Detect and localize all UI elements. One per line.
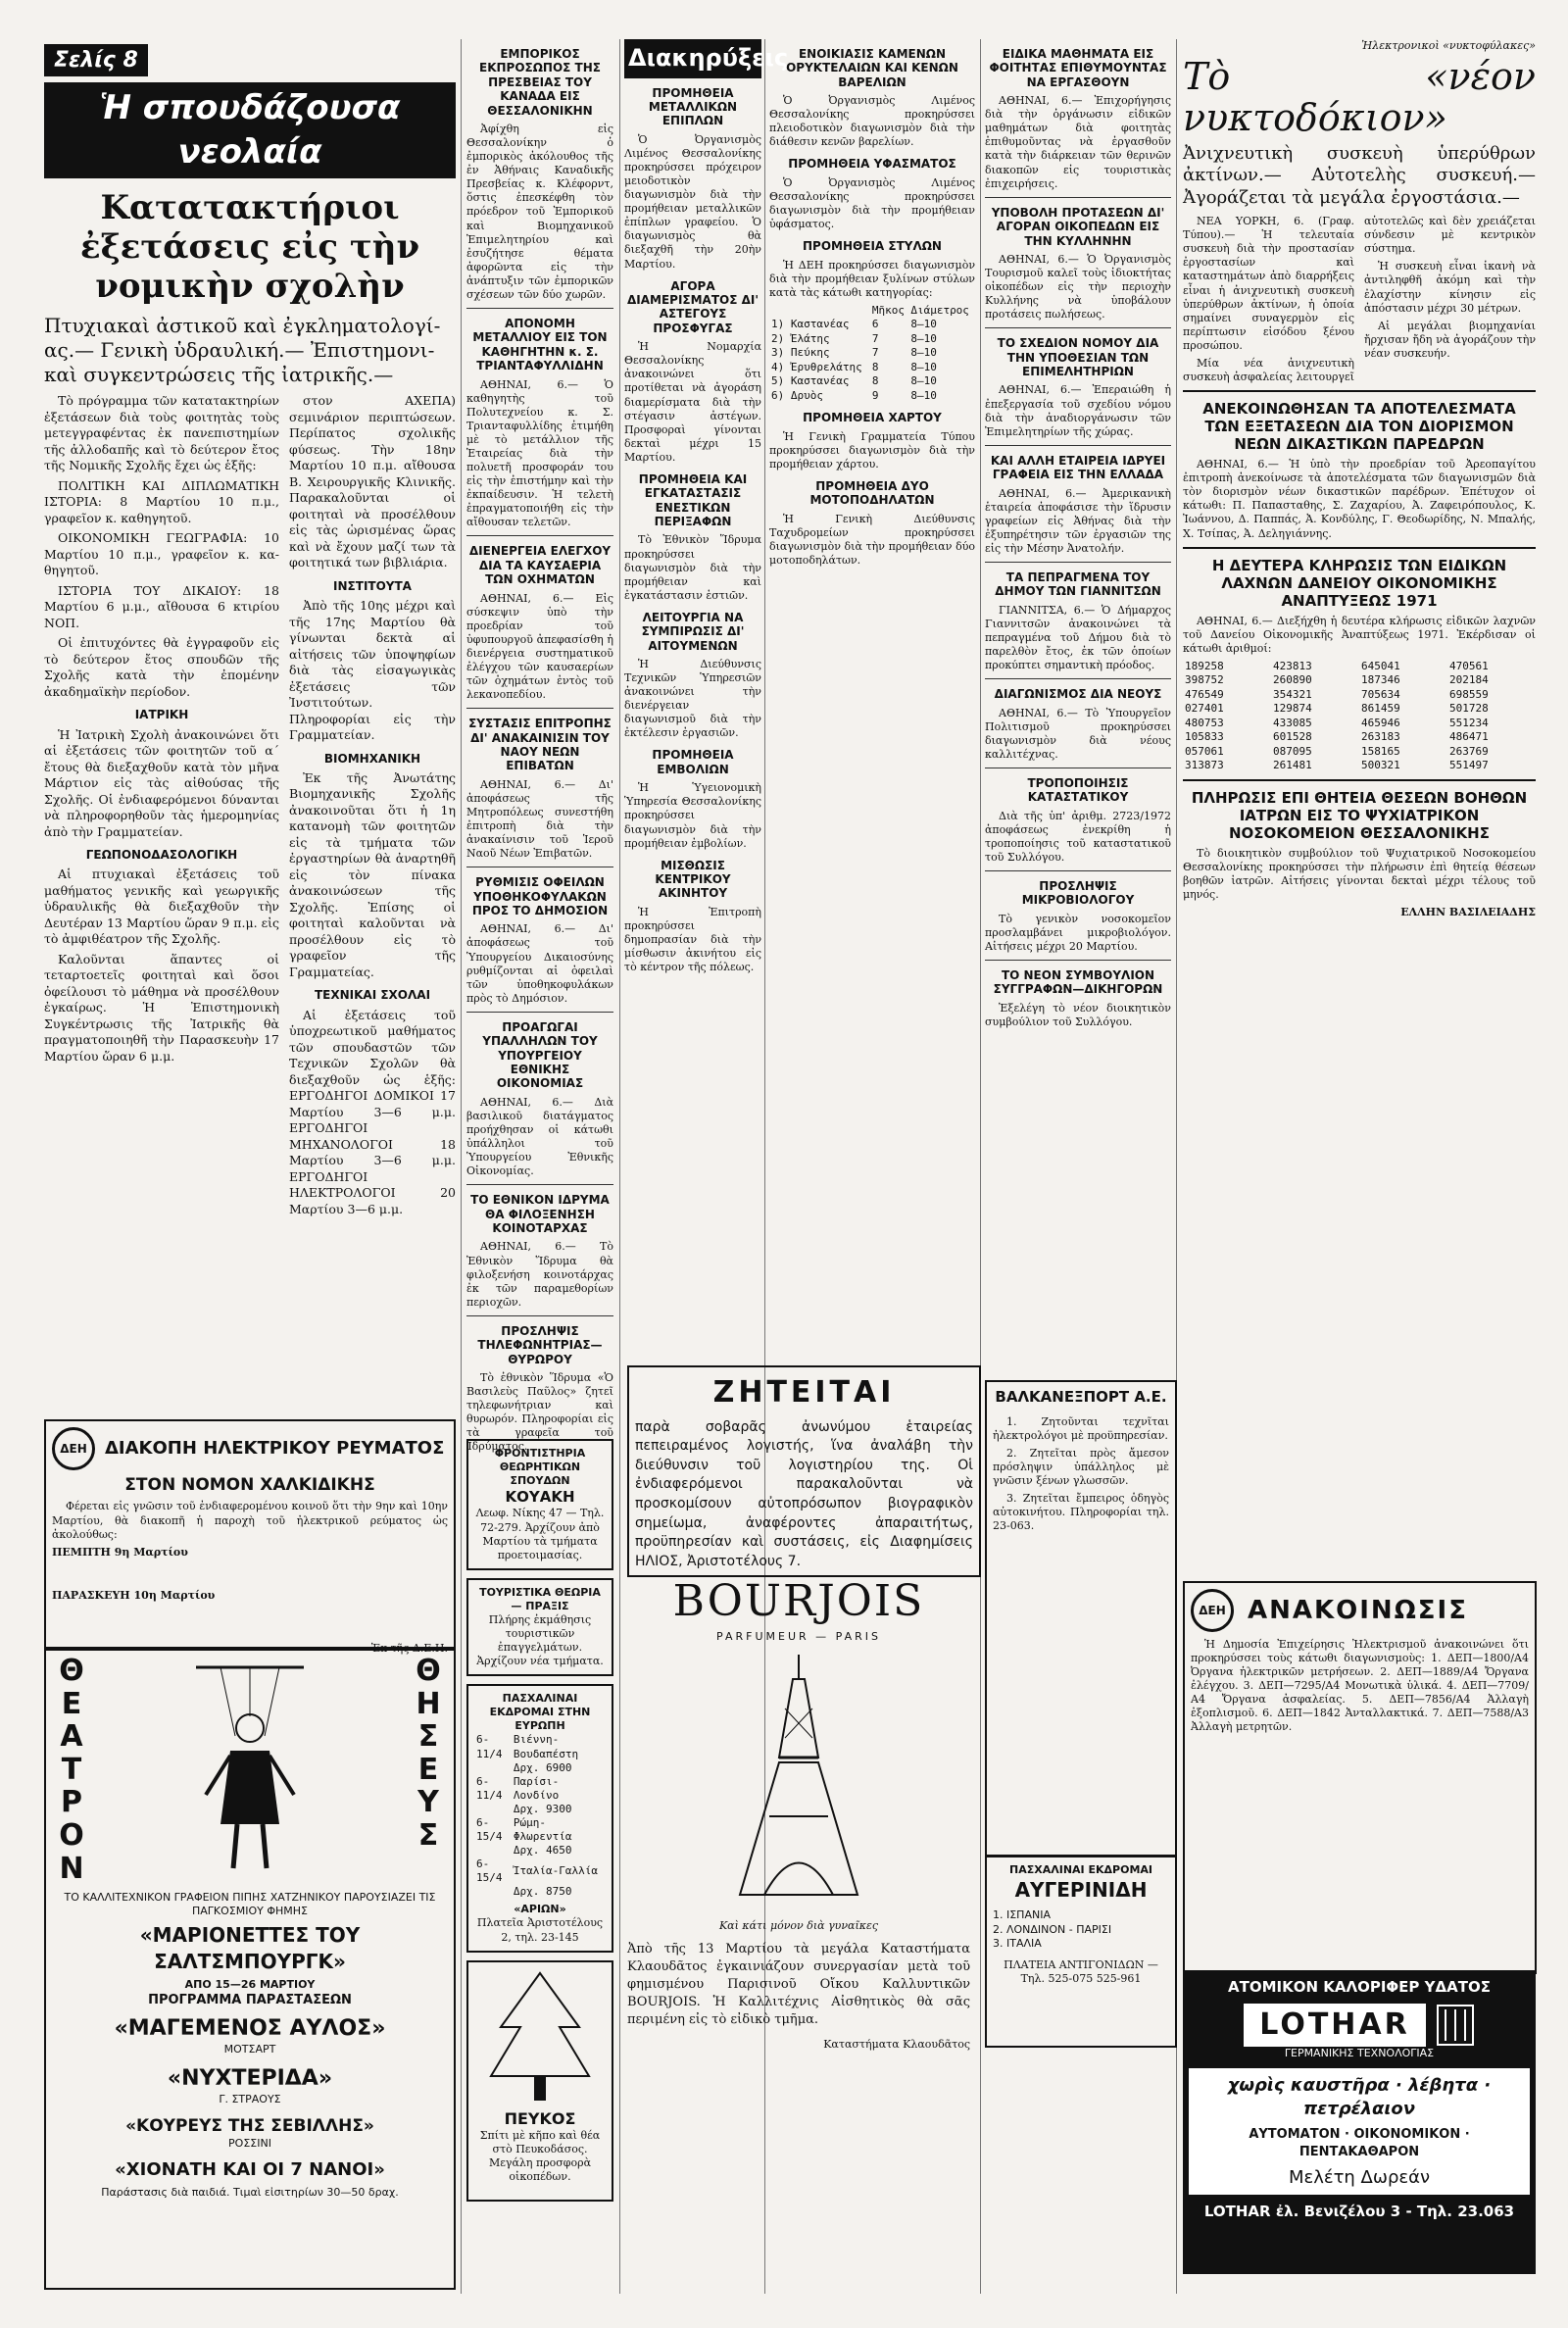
- ad-address: ΠΛΑΤΕΙΑ ΑΝΤΙΓΟΝΙΔΩΝ — Τηλ. 525-075 525-961: [1004, 1957, 1158, 1985]
- paragraph: Ἡ Νομαρχία Θεσσαλονίκης ἀνακοινώνει ὅτι προτίθεται νὰ ἀγοράση διαμερίσματα διὰ τὴν στέγασιν ἀστέγων. Προσφοραὶ γίνονται δεκταὶ μέχρι 15 Μαρτίου.: [624, 340, 761, 464]
- paragraph: Ἡ ΔΕΗ προκηρύσσει διαγωνισμὸν διὰ τὴν προμήθειαν ξυλίνων στύλων κατὰ τὰς κάτωθι κατηγορίας:: [769, 258, 975, 299]
- subhead: Πτυχιακαὶ ἀστικοῦ καὶ ἐγκληματολογίας.— Γενικὴ ὑδραυλική.— Ἐπιστημονικαὶ συγκεντρώσεις τῆς ἰατρικῆς.—: [44, 314, 441, 387]
- article-heading: ΡΥΘΜΙΣΙΣ ΟΦΕΙΛΩΝ ΥΠΟΘΗΚΟΦΥΛΑΚΩΝ ΠΡΟΣ ΤΟ ΔΗΜΟΣΙΟΝ: [471, 875, 609, 917]
- paragraph: ΑΘΗΝΑΙ, 6.— Δι' ἀποφάσεως τοῦ Ὑπουργείου Δικαιοσύνης ρυθμίζονται αἱ ὀφειλαὶ τῶν ὑποθηκοφυλάκων πρὸς τὸ Δημόσιον.: [466, 922, 613, 1005]
- wanted-body: παρὰ σοβαρᾶς ἀνωνύμου ἑταιρείας πεπειραμένος λογιστής, ἵνα ἀναλάβη τὴν διεύθυνσιν τοῦ λογιστηρίου της. Οἱ ἐνδιαφερόμενοι παρακαλοῦνται νὰ προσκομίσουν αὐτοπρόσωπον βιογραφικὸν σημείωμα, ἀναφέροντες ἀπαραιτήτως, προϋπηρεσίαν καὶ συστάσεις, εἰς Διαφημίσεις ΗΛΙΟΣ, Ἀριστοτέλους 7.: [635, 1418, 973, 1569]
- list-item: 3. ΙΤΑΛΙΑ: [993, 1936, 1042, 1950]
- theatre-vertical-right: Θ Η Σ Ε Υ Σ: [416, 1654, 441, 1853]
- ad-address: LOTHAR ἐλ. Βενιζέλου 3 - Τηλ. 23.063: [1203, 2203, 1515, 2221]
- show-composer: Γ. ΣΤΡΑΟΥΣ: [219, 2093, 281, 2106]
- paragraph: Τὸ ἐθνικὸν Ἵδρυμα «Ὁ Βασιλεὺς Παῦλος» ζητεῖ τηλεφωνήτριαν καὶ θυρωρόν. Πληροφορίαι εἰς τὰ γραφεῖα τοῦ Ἱδρύματος.: [466, 1371, 613, 1454]
- paragraph: Μία νέα ἀνιχνευτικὴ συσκευὴ ἀσφαλείας λειτουργεῖ αὐτοτελῶς καὶ δὲν χρειάζεται σύνδεσιν μὲ κεντρικὸν σύστημα.: [1183, 215, 1536, 384]
- paragraph: Ἡ Ὑγειονομικὴ Ὑπηρεσία Θεσσαλονίκης προκηρύσσει διαγωνισμὸν διὰ τὴν προμήθειαν ἐμβολίων.: [624, 781, 761, 850]
- show-title: «ΧΙΟΝΑΤΗ ΚΑΙ ΟΙ 7 ΝΑΝΟΙ»: [115, 2159, 385, 2181]
- announcements-box: [1183, 1581, 1537, 1974]
- table-row: 5) Καστανέας 8 8—10: [771, 374, 937, 388]
- ad-firm: «ΑΡΙΩΝ»: [514, 1903, 566, 1916]
- ad-offer: Μελέτη Δωρεάν: [1288, 2166, 1431, 2188]
- balkanexport-ad: [985, 1380, 1177, 1857]
- table-row: 3) Πεύκης 7 8—10: [771, 346, 937, 360]
- theatre-dates: ΑΠΟ 15—26 ΜΑΡΤΙΟΥ: [184, 1978, 316, 1992]
- article-heading: ΤΟ ΣΧΕΔΙΟΝ ΝΟΜΟΥ ΔΙΑ ΤΗΝ ΥΠΟΘΕΣΙΑΝ ΤΩΝ ΕΠΙΜΕΛΗΤΗΡΙΩΝ: [997, 336, 1159, 379]
- table-row: 313873 261481 500321 551497: [1185, 759, 1489, 772]
- ad-features: ΑΥΤΟΜΑΤΟΝ · ΟΙΚΟΝΟΜΙΚΟΝ · ΠΕΝΤΑΚΑΘΑΡΟΝ: [1249, 2127, 1470, 2159]
- table-row: Δρχ. 8750: [513, 1885, 572, 1899]
- pine-tree-illustration: [481, 1968, 599, 2105]
- article-heading: ΠΡΟΜΗΘΕΙΑ ΚΑΙ ΕΓΚΑΤΑΣΤΑΣΙΣ ΕΝΕΣΤΙΚΩΝ ΠΕΡΙΞΑΦΩΝ: [638, 471, 748, 529]
- table-row: 476549 354321 705634 698559: [1185, 687, 1489, 701]
- article-heading: Η ΔΕΥΤΕΡΑ ΚΛΗΡΩΣΙΣ ΤΩΝ ΕΙΔΙΚΩΝ ΛΑΧΝΩΝ ΔΑΝΕΙΟΥ ΟΙΚΟΝΟΜΙΚΗΣ ΑΝΑΠΤΥΞΕΩΣ 1971: [1211, 556, 1507, 610]
- paragraph: Ἡ Ἰατρικὴ Σχολὴ ἀνακοινώνει ὅτι αἱ ἐξετάσεις τῶν φοιτητῶν τοῦ α΄ ἔτους θὰ διεξαχθοῦν κατὰ τὸν μῆνα Μάρτιον εἰς τὰς αἰθούσας τῆς Σχολῆς. Οἱ ἐνδιαφερόμενοι δύνανται νὰ πληροφορηθοῦν τὰς ἡμερομηνίας ἀπὸ τὴν Γραμματείαν.: [44, 726, 279, 839]
- table-row: Δρχ. 9300: [513, 1802, 572, 1815]
- ad-name: ΚΟΥΑΚΗ: [505, 1488, 575, 1507]
- paragraph: ΑΘΗΝΑΙ, 6.— Εἰς σύσκεψιν ὑπὸ τὴν προεδρίαν τοῦ ὑφυπουργοῦ ἀπεφασίσθη ἡ διενέργεια συστηματικοῦ ἐλέγχου τῶν καυσαερίων τῶν ὀχημάτων ἐντὸς τοῦ λεκανοπεδίου.: [466, 591, 613, 702]
- table-row: 6-15/4 Ἰταλία-Γαλλία: [476, 1857, 598, 1885]
- article-heading: ΤΟ ΝΕΟΝ ΣΥΜΒΟΥΛΙΟΝ ΣΥΓΓΡΑΦΩΝ—ΔΙΚΗΓΟΡΩΝ: [993, 967, 1163, 997]
- paragraph: ΑΘΗΝΑΙ, 6.— Τὸ Ἐθνικὸν Ἵδρυμα θὰ φιλοξενήση κοινοτάρχας ἐκ τῶν παραμεθορίων περιοχῶν.: [466, 1240, 613, 1309]
- notice-subtitle: ΣΤΟΝ ΝΟΜΟΝ ΧΑΛΚΙΔΙΚΗΣ: [124, 1475, 375, 1495]
- eiffel-tower-illustration: [720, 1650, 877, 1905]
- ad-panel: [1189, 2068, 1530, 2196]
- paragraph: ΝΕΑ ΥΟΡΚΗ, 6. (Γραφ. Τύπου).— Ἡ τελευταία συσκευὴ διὰ τὴν προστασίαν ἐργοστασίων καὶ καταστημάτων ἀπὸ διαρρήξεις εἶναι ἡ ἀνιχνευτικὴ συσκευὴ ὑπερύθρων ἀκτίνων, ἡ ὁποία σημαίνει συναγερμὸν εἰς περίπτωσιν εἰσόδου ξένου προσώπου.: [1183, 215, 1354, 352]
- ad-body: Πλήρης ἐκμάθησις τουριστικῶν ἐπαγγελμάτων. Ἀρχίζουν νέα τμήματα.: [476, 1612, 604, 1668]
- paragraph: ΟΙΚΟΝΟΜΙΚΗ ΓΕΩΓΡΑΦΙΑ: 10 Μαρτίου 10 π.μ., γραφεῖον κ. καθηγητοῦ.: [44, 530, 279, 578]
- paragraph: Ἡ Ἐπιτροπὴ προκηρύσσει δημοπρασίαν διὰ τὴν μίσθωσιν ἀκινήτου εἰς τὸ κέντρον τῆς πόλεως.: [624, 905, 761, 974]
- article-heading: ΑΠΟΝΟΜΗ ΜΕΤΑΛΛΙΟΥ ΕΙΣ ΤΟΝ ΚΑΘΗΓΗΤΗΝ κ. Σ. ΤΡΙΑΝΤΑΦΥΛΛΙΔΗΝ: [472, 316, 608, 373]
- table-row: 4) Ἐρυθρελάτης 8 8—10: [771, 360, 937, 373]
- avgerinidis-ad: [985, 1856, 1177, 2048]
- article-heading: ΔΙΕΝΕΡΓΕΙΑ ΕΛΕΓΧΟΥ ΔΙΑ ΤΑ ΚΑΥΣΑΕΡΙΑ ΤΩΝ ΟΧΗΜΑΤΩΝ: [468, 544, 612, 587]
- table-row: 6-15/4 Ρώμη-Φλωρεντία: [476, 1815, 572, 1843]
- theatre-intro: ΤΟ ΚΑΛΛΙΤΕΧΝΙΚΟΝ ΓΡΑΦΕΙΟΝ ΠΙΠΗΣ ΧΑΤΖΗΝΙΚΟΥ ΠΑΡΟΥΣΙΑΖΕΙ ΤΙΣ ΠΑΓΚΟΣΜΙΟΥ ΦΗΜΗΣ: [64, 1891, 436, 1918]
- list-item: 3. Ζητεῖται ἔμπειρος ὁδηγὸς αὐτοκινήτου. Πληροφορίαι τηλ. 23-063.: [993, 1492, 1169, 1533]
- paragraph: ΑΘΗΝΑΙ, 6.— Ἡ ὑπὸ τὴν προεδρίαν τοῦ Ἀρεοπαγίτου ἐπιτροπὴ ἀνεκοίνωσε τὰ ἀποτελέσματα τῶν διαγωνισμῶν διὰ τὸν διορισμὸν νέων δικαστικῶν παρέδρων. Ἐπέτυχον οἱ κάτωθι: Π. Παπασταθης, Σ. Ζαχαρίου, Ἀ. Ζαφειρόπουλος, Κ. Ἰωάννου, Δ. Παππάς, Ἀ. Κονδύλης, Γ. Θεοδωρίδης, Ν. Μπαλής, Χ. Τσίπας, Ἀ. Δεληγιάννης.: [1183, 458, 1536, 540]
- article-heading: ΕΙΔΙΚΑ ΜΑΘΗΜΑΤΑ ΕΙΣ ΦΟΙΤΗΤΑΣ ΕΠΙΘΥΜΟΥΝΤΑΣ ΝΑ ΕΡΓΑΣΘΟΥΝ: [989, 47, 1167, 89]
- table-row: 480753 433085 465946 551234: [1185, 716, 1489, 729]
- table-row: 105833 601528 263183 486471: [1185, 730, 1489, 744]
- paragraph: Αἱ ἐξετάσεις τοῦ ὑποχρεωτικοῦ μαθήματος τῶν σπουδαστῶν τῶν Τεχνικῶν Σχολῶν θὰ διεξαχθοῦν ὡς ἑξῆς: ΕΡΓΟΔΗΓΟΙ ΔΟΜΙΚΟΙ 17 Μαρτίου 3—6 μ.μ. ΕΡΓΟΔΗΓΟΙ ΜΗΧΑΝΟΛΟΓΟΙ 18 Μαρτίου 3—6 μ.μ. ΕΡΓΟΔΗΓΟΙ ΗΛΕΚΤΡΟΛΟΓΟΙ 20 Μαρτίου 3—6 μ.μ.: [289, 1007, 456, 1216]
- paragraph: Τὸ πρόγραμμα τῶν κατατακτηρίων ἐξετάσεων διὰ τοὺς φοιτητὰς τοὺς μετεγγραφέντας ἐκ πανεπιστημίων τῆς ἀλλοδαπῆς καὶ τὸ δεύτερον ἔτος τῆς Νομικῆς Σχολῆς ἔχει ὡς ἑξῆς:: [44, 393, 279, 473]
- paragraph: Αἱ πτυχιακαὶ ἐξετάσεις τοῦ μαθήματος γενικῆς καὶ γεωργικῆς ὑδραυλικῆς θὰ διεξαχθοῦν τὴν Δευτέραν 13 Μαρτίου ὥραν 9 π.μ. εἰς τὸ ἀμφιθέατρον τῆς Σχολῆς.: [44, 867, 279, 947]
- paragraph: ΑΘΗΝΑΙ, 6.— Δι' ἀποφάσεως τῆς Μητροπόλεως συνεστήθη ἐπιτροπὴ διὰ τὴν ἀνακαίνισιν τοῦ Ἱεροῦ Ναοῦ Νέων Ἐπιβατῶν.: [466, 777, 613, 861]
- column-3-ads: [466, 1431, 613, 2274]
- article-heading: ΛΕΙΤΟΥΡΓΙΑ ΝΑ ΣΥΜΠΙΡΩΣΙΣ ΔΙ' ΑΙΤΟΥΜΕΝΩΝ: [641, 610, 745, 653]
- paragraph: Τὸ Ἐθνικὸν Ἵδρυμα προκηρύσσει διαγωνισμὸν διὰ τὴν προμήθειαν καὶ ἐγκατάστασιν ἑστιῶν.: [624, 533, 761, 602]
- column-rule: [461, 39, 462, 2294]
- table-row: 6-11/4 Βιέννη-Βουδαπέστη: [476, 1733, 579, 1760]
- lothar-ad: [1183, 1970, 1536, 2274]
- paragraph: ΑΘΗΝΑΙ, 6.— Ἀμερικανικὴ ἑταιρεία ἀποφάσισε τὴν ἵδρυσιν γραφείων εἰς Ἀθήνας διὰ τὴν ἐξυπηρέτησιν τῶν ἐργασιῶν της εἰς τὴν Μέσην Ἀνατολήν.: [985, 486, 1171, 555]
- paragraph: ΑΘΗΝΑΙ, 6.— Τὸ Ὑπουργεῖον Πολιτισμοῦ προκηρύσσει διαγωνισμὸν διὰ νέους καλλιτέχνας.: [985, 706, 1171, 761]
- article-heading: ΤΟ ΕΘΝΙΚΟΝ ΙΔΡΥΜΑ ΘΑ ΦΙΛΟΞΕΝΗΣΗ ΚΟΙΝΟΤΑΡΧΑΣ: [470, 1193, 610, 1236]
- column-4: [624, 39, 789, 1343]
- headline: Κατατακτήριοι ἐξετάσεις εἰς τὴν νομικὴν σχολὴν: [79, 187, 420, 306]
- brand-name: BOURJOIS: [672, 1576, 925, 1626]
- theatre-ad: [44, 1647, 456, 2290]
- show-title: «ΚΟΥΡΕΥΣ ΤΗΣ ΣΕΒΙΛΛΗΣ»: [125, 2115, 374, 2136]
- article-heading: ΤΑ ΠΕΠΡΑΓΜΕΝΑ ΤΟΥ ΔΗΜΟΥ ΤΩΝ ΓΙΑΝΝΙΤΣΩΝ: [995, 570, 1161, 599]
- wanted-title: ΖΗΤΕΙΤΑΙ: [712, 1375, 896, 1410]
- paragraph: Ἀφίχθη εἰς Θεσσαλονίκην ὁ ἐμπορικὸς ἀκόλουθος τῆς ἐν Ἀθήναις Καναδικῆς Πρεσβείας κ. Κλέφορντ, ὅστις ἐπεσκέφθη τὸν πρόεδρον τοῦ Ἐμπορικοῦ καὶ Βιομηχανικοῦ Ἐπιμελητηρίου καὶ ἐσυζήτησε θέματα ἀφορῶντα εἰς τὴν ἀνάπτυξιν τῶν ἐμπορικῶν σχέσεων τῶν δύο χωρῶν.: [466, 122, 613, 301]
- left-block: [44, 44, 456, 1407]
- page-label: Σελίς 8: [44, 44, 148, 76]
- notice-title: ΔΙΑΚΟΠΗ ΗΛΕΚΤΡΙΚΟΥ ΡΕΥΜΑΤΟΣ: [105, 1438, 445, 1460]
- article-col-1: [44, 393, 279, 1221]
- ad-heading: ΠΕΥΚΟΣ: [504, 2108, 576, 2128]
- theatre-program-label: ΠΡΟΓΡΑΜΜΑ ΠΑΡΑΣΤΑΣΕΩΝ: [148, 1993, 352, 2008]
- paragraph: ΠΟΛΙΤΙΚΗ ΚΑΙ ΔΙΠΛΩΜΑΤΙΚΗ ΙΣΤΟΡΙΑ: 8 Μαρτίου 10 π.μ., γραφεῖον κ. καθηγητοῦ.: [44, 477, 279, 525]
- table-row: 6-11/4 Παρίσι-Λονδίνο: [476, 1774, 560, 1802]
- ad-body: Λεωφ. Νίκης 47 — Τηλ. 72-279. Ἀρχίζουν ἀπὸ Μαρτίου τὰ τμήματα προετοιμασίας.: [475, 1507, 605, 1561]
- section-banner: Διακηρύξεις: [624, 39, 761, 78]
- paragraph: Τὸ γενικὸν νοσοκομεῖον προσλαμβάνει μικροβιολόγον. Αἰτήσεις μέχρι 20 Μαρτίου.: [985, 912, 1171, 953]
- ad-heading: ΠΑΣΧΑΛΙΝΑΙ ΕΚΔΡΟΜΑΙ ΣΤΗΝ ΕΥΡΩΠΗ: [489, 1692, 591, 1733]
- paragraph: Ἡ Δημοσία Ἐπιχείρησις Ἠλεκτρισμοῦ ἀνακοινώνει ὅτι προκηρύσσει τοὺς κάτωθι διαγωνισμοὺς: 1. ΔΕΠ—1800/Α4 Ὀργανα ἠλεκτρικῶν μετρήσεων. 2. ΔΕΠ—1889/Α4 Ὄργανα ἐλέγχου. 3. ΔΕΠ—7295/Α4 Μονωτικὰ ὑλικά. 4. ΔΕΠ—7709/Α4 Ὄργανα ἀσφαλείας. 5. ΔΕΠ—7856/Α4 Ἀλλαγὴ ἐξοπλισμοῦ. 6. ΔΕΠ—1842 Ἀνταλλακτικά. 7. ΔΕΠ—7588/Α3 Ἀλλαγὴ μετρητῶν.: [1191, 1638, 1529, 1734]
- paragraph: Ἡ Διεύθυνσις Τεχνικῶν Ὑπηρεσιῶν ἀνακοινώνει τὴν διενέργειαν διαγωνισμοῦ διὰ τὴν ἐκτέλεσιν ἐργασιῶν.: [624, 658, 761, 740]
- article-heading: ΠΡΟΜΗΘΕΙΑ ΔΥΟ ΜΟΤΟΠΟΔΗΛΑΤΩΝ: [809, 479, 935, 508]
- day-label: ΠΕΜΠΤΗ 9η Μαρτίου: [52, 1545, 188, 1559]
- paragraph: Φέρεται εἰς γνῶσιν τοῦ ἐνδιαφερομένου κοινοῦ ὅτι τὴν 9ην καὶ 10ην Μαρτίου, θὰ διακοπῆ ἡ παροχὴ τοῦ ἠλεκτρικοῦ ρεύματος ὡς ἀκολούθως:: [52, 1500, 448, 1541]
- table-row: 1) Καστανέας 6 8—10: [771, 318, 937, 331]
- deh-logo: ΔΕΗ: [1191, 1589, 1234, 1632]
- paragraph: Ὁ Ὀργανισμὸς Λιμένος Θεσσαλονίκης προκηρύσσει πρόχειρον μειοδοτικὸν διαγωνισμὸν διὰ τὴν προμήθειαν μεταλλικῶν ἐπίπλων γραφείου. Ὁ διαγωνισμὸς θὰ διεξαχθῆ τὴν 20ὴν Μαρτίου.: [624, 132, 761, 271]
- wanted-ad: [627, 1365, 981, 1577]
- article-heading: ΠΡΟΜΗΘΕΙΑ ΣΤΥΛΩΝ: [803, 239, 942, 254]
- article-heading: ΠΛΗΡΩΣΙΣ ΕΠΙ ΘΗΤΕΙΑ ΘΕΣΕΩΝ ΒΟΗΘΩΝ ΙΑΤΡΩΝ ΕΙΣ ΤΟ ΨΥΧΙΑΤΡΙΚΟΝ ΝΟΣΟΚΟΜΕΙΟΝ ΘΕΣΣΑΛΟΝΙΚΗΣ: [1191, 788, 1528, 842]
- subsection-heading: ΙΝΣΤΙΤΟΥΤΑ: [333, 578, 412, 593]
- article-heading: ΣΥΣΤΑΣΙΣ ΕΠΙΤΡΟΠΗΣ ΔΙ' ΑΝΑΚΑΙΝΙΣΙΝ ΤΟΥ ΝΑΟΥ ΝΕΩΝ ΕΠΙΒΑΤΩΝ: [468, 717, 612, 773]
- ad-heading: ΤΟΥΡΙΣΤΙΚΑ ΘΕΩΡΙΑ — ΠΡΑΞΙΣ: [479, 1585, 601, 1612]
- article-heading: ΠΡΟΜΗΘΕΙΑ ΕΜΒΟΛΙΩΝ: [652, 748, 734, 776]
- marionette-illustration: [167, 1658, 333, 1883]
- lottery-table: [1183, 660, 1536, 773]
- signature: Καταστήματα Κλαουδᾶτος: [823, 2037, 970, 2051]
- paragraph: Ἡ Γενικὴ Διεύθυνσις Ταχυδρομείων προκηρύσσει διαγωνισμὸν διὰ τὴν προμήθειαν δύο μοτοποδηλάτων.: [769, 512, 975, 568]
- table-row: 189258 423813 645041 470561: [1185, 659, 1489, 672]
- paragraph: ΑΘΗΝΑΙ, 6.— Ὁ Ὀργανισμὸς Τουρισμοῦ καλεῖ τοὺς ἰδιοκτήτας οἰκοπέδων εἰς τὴν περιοχὴν Κυλλήνης νὰ ὑποβάλουν προτάσεις πωλήσεως.: [985, 252, 1171, 322]
- paragraph: στον ΑΧΕΠΑ) σεμινάριον περιπτώσεων. Περίπατος σχολικῆς φύσεως. Τὴν 18ην Μαρτίου 10 π.μ. αἴθουσα Β. Χειρουργικῆς Κλινικῆς. Παρακαλοῦνται οἱ φοιτηταὶ νὰ προσέλθουν εἰς τὰς ὡρισμένας ὥρας καὶ νὰ ἔχουν μαζί των τὰ φοιτητικά των βιβλιάρια.: [289, 393, 456, 570]
- paragraph: Ὁ Ὀργανισμὸς Λιμένος Θεσσαλονίκης προκηρύσσει διαγωνισμὸν διὰ τὴν προμήθειαν ὑφάσματος.: [769, 175, 975, 231]
- subsection-heading: ΙΑΤΡΙΚΗ: [134, 708, 189, 722]
- article-heading: ΔΙΑΓΩΝΙΣΜΟΣ ΔΙΑ ΝΕΟΥΣ: [994, 687, 1162, 702]
- ad-address: Πλατεῖα Ἀριστοτέλους 2, τηλ. 23-145: [476, 1916, 604, 1944]
- article-body: [1183, 215, 1536, 384]
- column-7: [1183, 39, 1536, 1559]
- subhead: Ἀνιχνευτικὴ συσκευὴ ὑπερύθρων ἀκτίνων.— Αὐτοτελὴς συσκευή.— Ἀγοράζεται τὰ μεγάλα ἐργοστάσια.—: [1183, 142, 1536, 208]
- ad-slogan: χωρὶς καυστῆρα · λέβητα · πετρέλαιον: [1227, 2074, 1492, 2119]
- subsection-heading: ΓΕΩΠΟΝΟΔΑΣΟΛΟΓΙΚΗ: [85, 848, 238, 862]
- ad-heading: ΦΡΟΝΤΙΣΤΗΡΙΑ ΘΕΩΡΗΤΙΚΩΝ ΣΠΟΥΔΩΝ: [494, 1447, 586, 1488]
- column-5: [769, 39, 975, 1343]
- theatre-footer: Παράστασις διὰ παιδιά. Τιμαὶ εἰσιτηρίων 30—50 δραχ.: [101, 2185, 399, 2199]
- section-banner: Ἡ σπουδάζουσα νεολαία: [44, 82, 456, 178]
- show-title: «ΝΥΧΤΕΡΙΔΑ»: [167, 2066, 333, 2092]
- ad-heading: ΒΑΛΚΑΝΕΞΠΟΡΤ Α.Ε.: [995, 1388, 1167, 1406]
- paragraph: Ὁ Ὀργανισμὸς Λιμένος Θεσσαλονίκης προκηρύσσει πλειοδοτικὸν διαγωνισμὸν διὰ τὴν διάθεσιν κενῶν βαρελίων.: [769, 94, 975, 149]
- table-row: Δρχ. 6900: [513, 1760, 572, 1774]
- article-heading: ΜΙΣΘΩΣΙΣ ΚΕΝΤΡΙΚΟΥ ΑΚΙΝΗΤΟΥ: [655, 858, 731, 901]
- article-heading: ΤΡΟΠΟΠΟΙΗΣΙΣ ΚΑΤΑΣΤΑΤΙΚΟΥ: [1027, 775, 1129, 805]
- announcements-title: ΑΝΑΚΟΙΝΩΣΙΣ: [1248, 1595, 1468, 1625]
- ad-body: Σπίτι μὲ κῆπο καὶ θέα στὸ Πευκοδάσος. Μεγάλη προσφορὰ οἰκοπέδων.: [479, 2129, 601, 2184]
- paragraph: Ἡ συσκευὴ εἶναι ἱκανὴ νὰ ἀντιληφθῆ ἀκόμη καὶ τὴν ἐλαχίστην κίνησιν εἰς ἀπόστασιν μέχρι 30 μέτρων.: [1364, 260, 1536, 315]
- article-heading: ΠΡΟΜΗΘΕΙΑ ΥΦΑΣΜΑΤΟΣ: [788, 157, 956, 172]
- poles-table: [769, 304, 975, 404]
- brand-name: LOTHAR: [1259, 2007, 1410, 2042]
- table-row: 6) Δρυὸς 9 8—10: [771, 388, 937, 402]
- power-cut-notice: [44, 1419, 456, 1655]
- table-row: 2) Ἐλάτης 7 8—10: [771, 331, 937, 345]
- bourjois-ad: [627, 1573, 970, 2279]
- subsection-heading: ΒΙΟΜΗΧΑΝΙΚΗ: [323, 751, 421, 766]
- ad-name: ΑΥΓΕΡΙΝΙΔΗ: [1014, 1878, 1148, 1903]
- table-row: 398752 260890 187346 202184: [1185, 673, 1489, 687]
- table-header-row: Μῆκος Διάμετρος: [871, 303, 969, 317]
- list-item: 2. ΛΟΝΔΙΝΟΝ - ΠΑΡΙΣΙ: [993, 1922, 1112, 1936]
- paragraph: Αἱ μεγάλαι βιομηχανίαι ἤρχισαν ἤδη νὰ ἀγοράζουν τὴν νέαν συσκευήν.: [1364, 319, 1536, 360]
- paragraph: Τὸ διοικητικὸν συμβούλιον τοῦ Ψυχιατρικοῦ Νοσοκομείου Θεσσαλονίκης προκηρύσσει τὴν πλήρωσιν ἐπὶ θητείᾳ θέσεων βοηθῶν ἰατρῶν. Αἰτήσεις γίνονται δεκταὶ μέχρι τέλους τοῦ μηνός.: [1183, 846, 1536, 902]
- paragraph: ΑΘΗΝΑΙ, 6.— Διεξήχθη ἡ δευτέρα κλήρωσις εἰδικῶν λαχνῶν τοῦ Δανείου Οἰκονομικῆς Ἀναπτύξεως 1971. Ἐκέρδισαν οἱ κάτωθι ἀριθμοί:: [1183, 614, 1536, 655]
- brand-sub: PARFUMEUR — PARIS: [716, 1630, 881, 1644]
- table-row: 027401 129874 861459 501728: [1185, 702, 1489, 716]
- table-row: Δρχ. 4650: [513, 1844, 572, 1857]
- article-heading: ΠΡΟΜΗΘΕΙΑ ΜΕΤΑΛΛΙΚΩΝ ΕΠΙΠΛΩΝ: [648, 85, 738, 128]
- ad-heading: ΠΑΣΧΑΛΙΝΑΙ ΕΚΔΡΟΜΑΙ: [1009, 1863, 1152, 1876]
- paragraph: ΑΘΗΝΑΙ, 6.— Διὰ βασιλικοῦ διατάγματος προήχθησαν οἱ κάτωθι ὑπάλληλοι τοῦ Ὑπουργείου Ἐθνικῆς Οἰκονομίας.: [466, 1095, 613, 1178]
- paragraph: Οἱ ἐπιτυχόντες θὰ ἐγγραφοῦν εἰς τὸ δεύτερον ἔτος σπουδῶν τῆς Σχολῆς κατὰ τὴν ἐπομένην ἀκαδημαϊκὴν περίοδον.: [44, 635, 279, 699]
- article-heading: ΠΡΟΣΛΗΨΙΣ ΜΙΚΡΟΒΙΟΛΟΓΟΥ: [1021, 878, 1135, 908]
- brand-box: [1244, 2004, 1425, 2047]
- show-composer: ΜΟΤΣΑΡΤ: [223, 2043, 276, 2056]
- article-heading: ΕΜΠΟΡΙΚΟΣ ΕΚΠΡΟΣΩΠΟΣ ΤΗΣ ΠΡΕΣΒΕΙΑΣ ΤΟΥ ΚΑΝΑΔΑ ΕΙΣ ΘΕΣΣΑΛΟΝΙΚΗΝ: [479, 47, 601, 118]
- paragraph: ΓΙΑΝΝΙΤΣΑ, 6.— Ὁ Δήμαρχος Γιαννιτσῶν ἀνακοινώνει τὰ πεπραγμένα τοῦ Δήμου διὰ τὸ παρελθὸν ἔτος, ἐκ τῶν ὁποίων προκύπτει σημαντικὴ πρόοδος.: [985, 603, 1171, 672]
- paragraph: ΑΘΗΝΑΙ, 6.— Ἐπεραιώθη ἡ ἐπεξεργασία τοῦ σχεδίου νόμου διὰ τὴν ἀναδιοργάνωσιν τῶν Ἐπιμελητηρίων τῆς χώρας.: [985, 383, 1171, 438]
- list-item: 2. Ζητεῖται πρὸς ἄμεσον πρόσληψιν ὑπάλληλος μὲ γνῶσιν ξένων γλωσσῶν.: [993, 1446, 1169, 1488]
- article-col-2: [289, 393, 456, 1221]
- list-item: 1. ΙΣΠΑΝΙΑ: [993, 1908, 1051, 1922]
- article-heading: ΑΓΟΡΑ ΔΙΑΜΕΡΙΣΜΑΤΟΣ ΔΙ' ΑΣΤΕΓΟΥΣ ΠΡΟΣΦΥΓΑΣ: [626, 278, 760, 335]
- paragraph: ΑΘΗΝΑΙ, 6.— Ἐπιχορήγησις διὰ τὴν ὀργάνωσιν εἰδικῶν μαθημάτων διὰ φοιτητὰς ἐπιθυμοῦντας νὰ ἐργασθοῦν κατὰ τὴν διάρκειαν τῶν θερινῶν διακοπῶν εἰς τουριστικὰς ἐπιχειρήσεις.: [985, 94, 1171, 190]
- article-heading: ΕΝΟΙΚΙΑΣΙΣ ΚΑΜΕΝΩΝ ΟΡΥΚΤΕΛΑΙΩΝ ΚΑΙ ΚΕΝΩΝ ΒΑΡΕΛΙΩΝ: [786, 47, 958, 89]
- article-heading: ΠΡΟΜΗΘΕΙΑ ΧΑΡΤΟΥ: [803, 411, 942, 425]
- signature: ΕΛΛΗΝ ΒΑΣΙΛΕΙΑΔΗΣ: [1400, 906, 1536, 919]
- ad-kicker: ΑΤΟΜΙΚΟΝ ΚΑΛΟΡΙΦΕΡ ΥΔΑΤΟΣ: [1228, 1978, 1491, 1996]
- column-6: [985, 39, 1171, 1362]
- paragraph: Καλοῦνται ἅπαντες οἱ τεταρτοετεῖς φοιτηταὶ καὶ ὅσοι ὀφείλουσι τὸ μάθημα νὰ προσέλθουν ἐγκαίρως. Ἡ Ἐπιστημονικὴ Συγκέντρωσις τῆς Ἰατρικῆς θὰ πραγματοποιηθῆ τὴν Παρασκευὴν 17 Μαρτίου ὥραν 6 μ.μ.: [44, 951, 279, 1064]
- ad-body: Ἀπὸ τῆς 13 Μαρτίου τὰ μεγάλα Καταστήματα Κλαουδᾶτος ἐγκαινιάζουν συνεργασίαν μετὰ τοῦ φημισμένου Παρισινοῦ Οἴκου Καλλυντικῶν BOURJOIS. Ἡ Καλλιτέχνις Αἰσθητικὸς θὰ σᾶς περιμένη εἰς τὸ εἰδικὸ τμῆμα.: [627, 1941, 970, 2028]
- brand-sub: ΓΕΡΜΑΝΙΚΗΣ ΤΕΧΝΟΛΟΓΙΑΣ: [1284, 2046, 1435, 2059]
- article-heading: ΥΠΟΒΟΛΗ ΠΡΟΤΑΣΕΩΝ ΔΙ' ΑΓΟΡΑΝ ΟΙΚΟΠΕΔΩΝ ΕΙΣ ΤΗΝ ΚΥΛΛΗΝΗΝ: [991, 205, 1165, 248]
- paragraph: ΑΘΗΝΑΙ, 6.— Ὁ καθηγητὴς τοῦ Πολυτεχνείου κ. Σ. Τριανταφυλλίδης ἐτιμήθη μὲ τὸ μετάλλιον τῆς Ἑταιρείας διὰ τὴν πολυετῆ προσφοράν του εἰς τὴν ἐπιστήμην καὶ τὴν ἐκπαίδευσιν. Ἡ τελετὴ ἐπραγματοποιήθη εἰς τὴν αἴθουσαν τελετῶν.: [466, 377, 613, 529]
- column-rule: [619, 39, 620, 2294]
- paragraph: Ἐκ τῆς Ἀνωτάτης Βιομηχανικῆς Σχολῆς ἀνακοινοῦται ὅτι ἡ 1η κατανομὴ τῶν φοιτητῶν εἰς τὰ τμήματα τῶν ἐργαστηρίων θὰ ἀναρτηθῆ εἰς τὸν πίνακα ἀνακοινώσεων τῆς Σχολῆς. Ἐπίσης οἱ φοιτηταὶ καλοῦνται νὰ προσέλθουν εἰς τὸ γραφεῖον τῆς Γραμματείας.: [289, 769, 456, 979]
- ad-heading: ΠΡΟΣΛΗΨΙΣ ΤΗΛΕΦΩΝΗΤΡΙΑΣ—ΘΥΡΩΡΟΥ: [477, 1323, 603, 1366]
- radiator-icon: [1436, 2004, 1475, 2047]
- theatre-vertical-left: Θ Ε Α Τ Ρ Ο Ν: [59, 1654, 84, 1886]
- column-3: [466, 39, 613, 1454]
- article-heading: ΠΡΟΑΓΩΓΑΙ ΥΠΑΛΛΗΛΩΝ ΤΟΥ ΥΠΟΥΡΓΕΙΟΥ ΕΘΝΙΚΗΣ ΟΙΚΟΝΟΜΙΑΣ: [482, 1019, 598, 1091]
- subsection-heading: ΤΕΧΝΙΚΑΙ ΣΧΟΛΑΙ: [314, 988, 431, 1003]
- list-item: 1. Ζητοῦνται τεχνῖται ἠλεκτρολόγοι μὲ προϋπηρεσίαν.: [993, 1414, 1169, 1442]
- article-heading: ΑΝΕΚΟΙΝΩΘΗΣΑΝ ΤΑ ΑΠΟΤΕΛΕΣΜΑΤΑ ΤΩΝ ΕΞΕΤΑΣΕΩΝ ΔΙΑ ΤΟΝ ΔΙΟΡΙΣΜΟΝ ΝΕΩΝ ΔΙΚΑΣΤΙΚΩΝ ΠΑΡΕΔΡΩΝ: [1202, 400, 1516, 454]
- paragraph: Ἀπὸ τῆς 10ης μέχρι καὶ τῆς 17ης Μαρτίου θὰ γίνωνται δεκτὰ αἱ αἰτήσεις τῶν ὑποψηφίων διὰ τὰς εἰσαγωγικὰς ἐξετάσεις τῶν Ἰνστιτούτων. Πληροφορίαι εἰς τὴν Γραμματείαν.: [289, 598, 456, 742]
- tagline: Καὶ κάτι μόνον διὰ γυναῖκες: [718, 1918, 879, 1932]
- column-rule: [980, 39, 981, 2294]
- show-title: «ΜΑΓΕΜΕΝΟΣ ΑΥΛΟΣ»: [114, 2016, 386, 2042]
- paragraph: ΙΣΤΟΡΙΑ ΤΟΥ ΔΙΚΑΙΟΥ: 18 Μαρτίου 6 μ.μ., αἴθουσα 6 κτιρίου ΝΟΠ.: [44, 582, 279, 630]
- deh-logo: ΔΕΗ: [52, 1427, 95, 1470]
- headline: Τὸ «νέον νυκτοδόκιον»: [1183, 55, 1536, 139]
- show-composer: ΡΟΣΣΙΝΙ: [228, 2136, 271, 2150]
- paragraph: Διὰ τῆς ὑπ' ἀριθμ. 2723/1972 ἀποφάσεως ἐνεκρίθη ἡ τροποποίησις τοῦ καταστατικοῦ τοῦ Συλλόγου.: [985, 809, 1171, 864]
- article-heading: ΚΑΙ ΑΛΛΗ ΕΤΑΙΡΕΙΑ ΙΔΡΥΕΙ ΓΡΑΦΕΙΑ ΕΙΣ ΤΗΝ ΕΛΛΑΔΑ: [990, 453, 1166, 482]
- table-row: 057061 087095 158165 263769: [1185, 744, 1489, 758]
- paragraph: Ἐξελέγη τὸ νέον διοικητικὸν συμβούλιον τοῦ Συλλόγου.: [985, 1001, 1171, 1028]
- signature: Ἐκ τῆς Δ.Ε.Η.: [370, 1641, 448, 1655]
- trip-table: [474, 1733, 606, 1899]
- day-label: ΠΑΡΑΣΚΕΥΗ 10η Μαρτίου: [52, 1588, 216, 1602]
- theatre-title: «ΜΑΡΙΟΝΕΤΤΕΣ ΤΟΥ ΣΑΛΤΣΜΠΟΥΡΓΚ»: [139, 1923, 361, 1973]
- kicker: Ἠλεκτρονικοὶ «νυκτοφύλακες»: [1361, 39, 1536, 52]
- paragraph: Ἡ Γενικὴ Γραμματεία Τύπου προκηρύσσει διαγωνισμὸν διὰ τὴν προμήθειαν χάρτου.: [769, 429, 975, 471]
